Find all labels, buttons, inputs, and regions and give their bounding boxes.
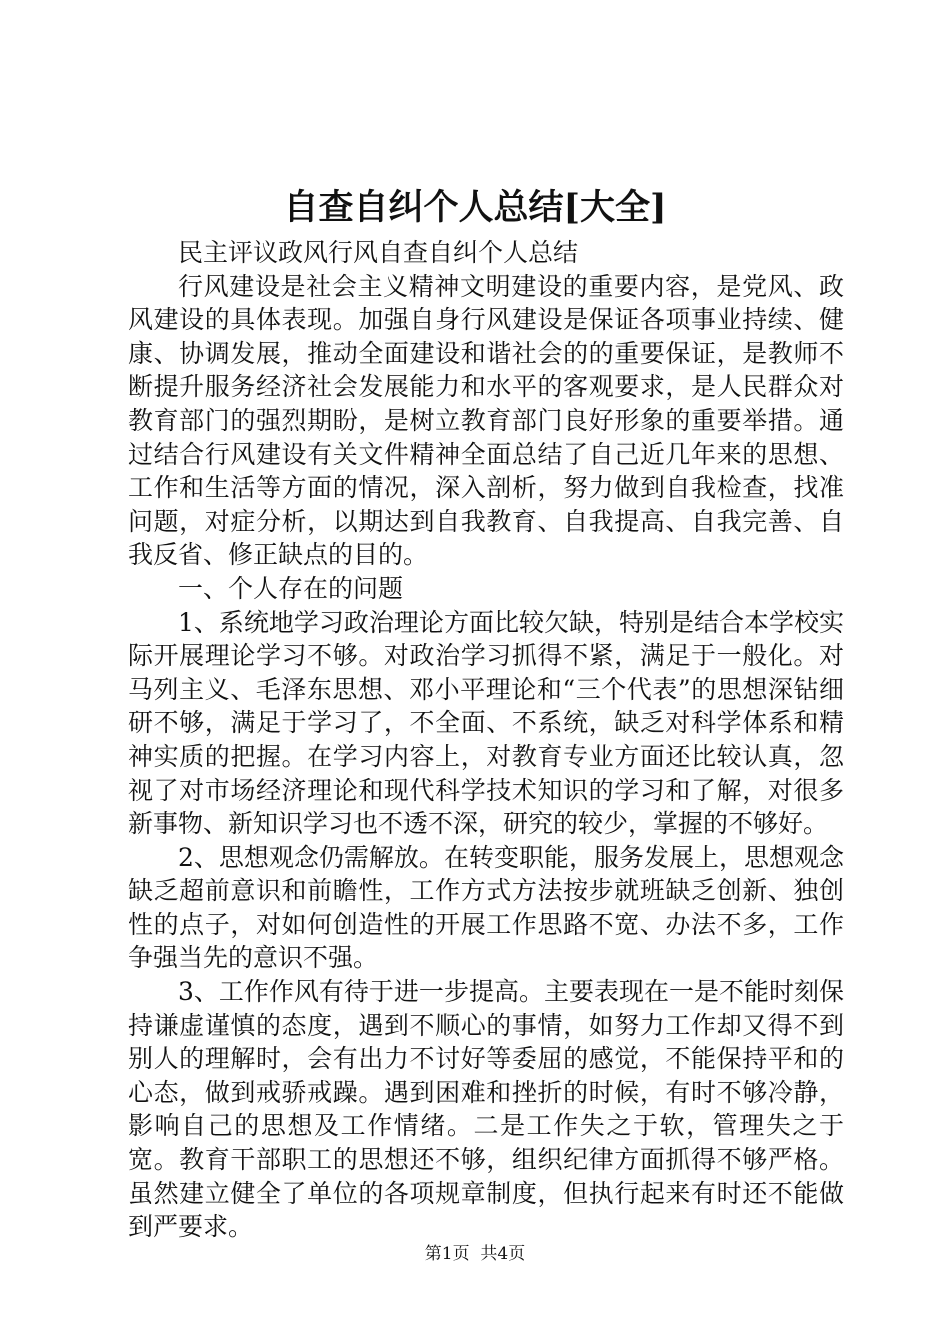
page-footer: 第1页 共4页	[424, 1244, 526, 1264]
problem-2-paragraph: 2、思想观念仍需解放。在转变职能，服务发展上，思想观念缺乏超前意识和前瞻性，工作方式方法按步就班缺乏创新、独创性的点子，对如何创造性的开展工作思路不宽、办法不多，工作争强当先的意识不强。	[128, 842, 844, 973]
section-heading: 一、个人存在的问题	[178, 573, 404, 603]
problem-3-paragraph: 3、工作作风有待于进一步提高。主要表现在一是不能时刻保持谦虚谨慎的态度，遇到不顺心的事情，如努力工作却又得不到别人的理解时，会有出力不讨好等委屈的感觉，不能保持平和的心态，做到戒骄戒躁。遇到困难和挫折的时候，有时不够冷静，影响自己的思想及工作情绪。二是工作失之于软，管理失之于宽。教育干部职工的思想还不够，组织纪律方面抓得不够严格。虽然建立健全了单位的各项规章制度，但执行起来有时还不能做到严要求。	[128, 977, 844, 1242]
problem-1-paragraph: 1、系统地学习政治理论方面比较欠缺，特别是结合本学校实际开展理论学习不够。对政治学习抓得不紧，满足于一般化。对马列主义、毛泽东思想、邓小平理论和“三个代表”的思想深钻细研不够，满足于学习了，不全面、不系统，缺乏对科学体系和精神实质的把握。在学习内容上，对教育专业方面还比较认真，忽视了对市场经济理论和现代科学技术知识的学习和了解，对很多新事物、新知识学习也不透不深，研究的较少，掌握的不够好。	[128, 607, 844, 839]
document-title: 自查自纠个人总结[大全]	[283, 187, 667, 228]
intro-paragraph: 行风建设是社会主义精神文明建设的重要内容，是党风、政风建设的具体表现。加强自身行风建设是保证各项事业持续、健康、协调发展，推动全面建设和谐社会的的重要保证，是教师不断提升服务经济社会发展能力和水平的客观要求，是人民群众对教育部门的强烈期盼，是树立教育部门良好形象的重要举措。通过结合行风建设有关文件精神全面总结了自己近几年来的思想、工作和生活等方面的情况，深入剖析，努力做到自我检查，找准问题，对症分析，以期达到自我教育、自我提高、自我完善、自我反省、修正缺点的目的。	[128, 271, 844, 570]
document-body	[128, 236, 844, 1244]
subtitle-paragraph: 民主评议政风行风自查自纠个人总结	[178, 238, 579, 267]
